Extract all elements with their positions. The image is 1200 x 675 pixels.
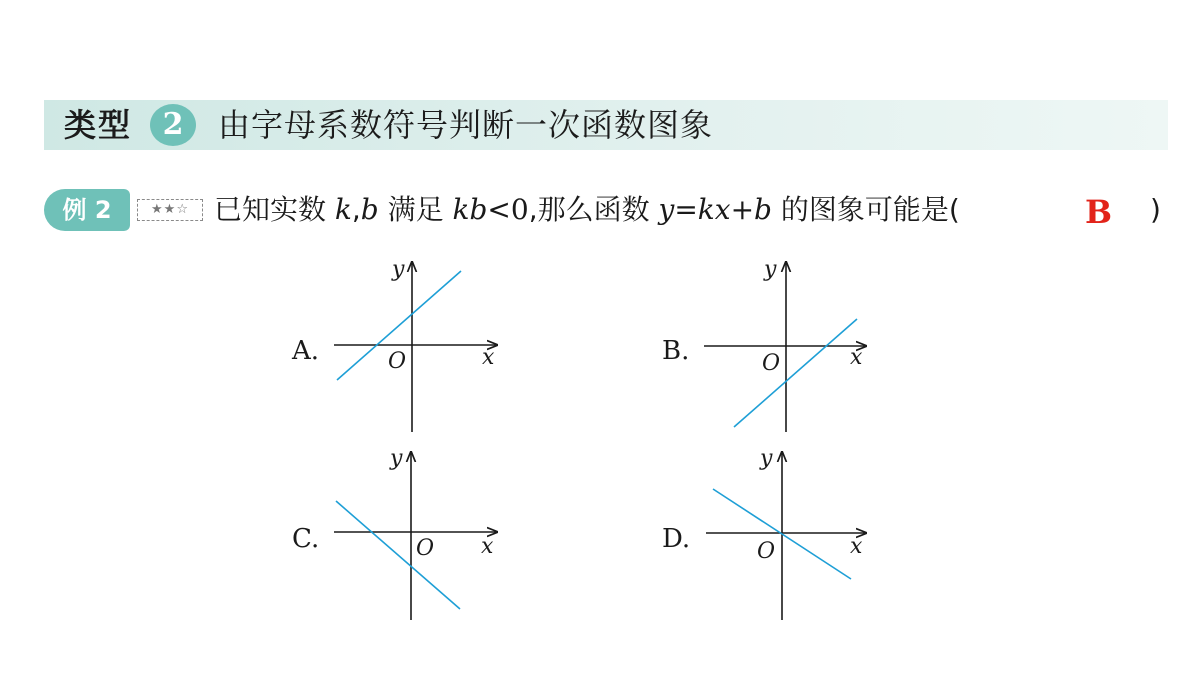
option-b-graph xyxy=(662,257,866,432)
option-d-label: D. xyxy=(662,524,691,554)
option-c-label: C. xyxy=(292,524,320,554)
option-d-y-label: y xyxy=(760,446,773,471)
question-part3: ,那么函数 xyxy=(528,193,659,226)
question-part1: 已知实数 xyxy=(214,193,335,226)
option-d-origin: O xyxy=(757,539,776,564)
function-rhs: =kx+b xyxy=(674,193,772,226)
option-b-x-label: x xyxy=(850,345,863,370)
comma: , xyxy=(351,193,361,226)
answer-letter: B xyxy=(1085,193,1113,231)
var-k: k xyxy=(334,193,352,226)
option-d-graph xyxy=(662,446,866,620)
option-c-x-label: x xyxy=(481,534,494,559)
difficulty-stars-icon: ★★☆ xyxy=(137,199,203,221)
type-title: 由字母系数符号判断一次函数图象 xyxy=(218,106,714,144)
option-b-origin: O xyxy=(762,351,781,376)
type-label: 类型 xyxy=(64,106,133,144)
option-b-label: B. xyxy=(662,336,690,366)
option-b-y-label: y xyxy=(764,257,777,282)
option-c-y-label: y xyxy=(390,446,403,471)
option-c-line xyxy=(336,501,460,609)
type-number-badge: 2 xyxy=(150,104,196,146)
option-a-x-label: x xyxy=(482,345,495,370)
question-part2: 满足 xyxy=(378,193,453,226)
option-c-origin: O xyxy=(416,536,435,561)
question-part4: 的图象可能是( xyxy=(771,193,960,226)
example-badge: 例 2 xyxy=(44,189,130,231)
option-a-label: A. xyxy=(292,336,320,366)
option-a-y-label: y xyxy=(392,257,405,282)
option-a-origin: O xyxy=(388,349,407,374)
close-paren: ) xyxy=(1150,193,1161,226)
condition-expr: kb xyxy=(452,193,488,226)
option-a-graph xyxy=(291,257,497,432)
option-b-line xyxy=(734,319,857,427)
condition-rel: <0 xyxy=(487,193,529,226)
option-c-graph xyxy=(292,446,497,620)
option-d-x-label: x xyxy=(850,534,863,559)
var-b: b xyxy=(360,193,379,226)
function-y: y xyxy=(658,193,675,226)
